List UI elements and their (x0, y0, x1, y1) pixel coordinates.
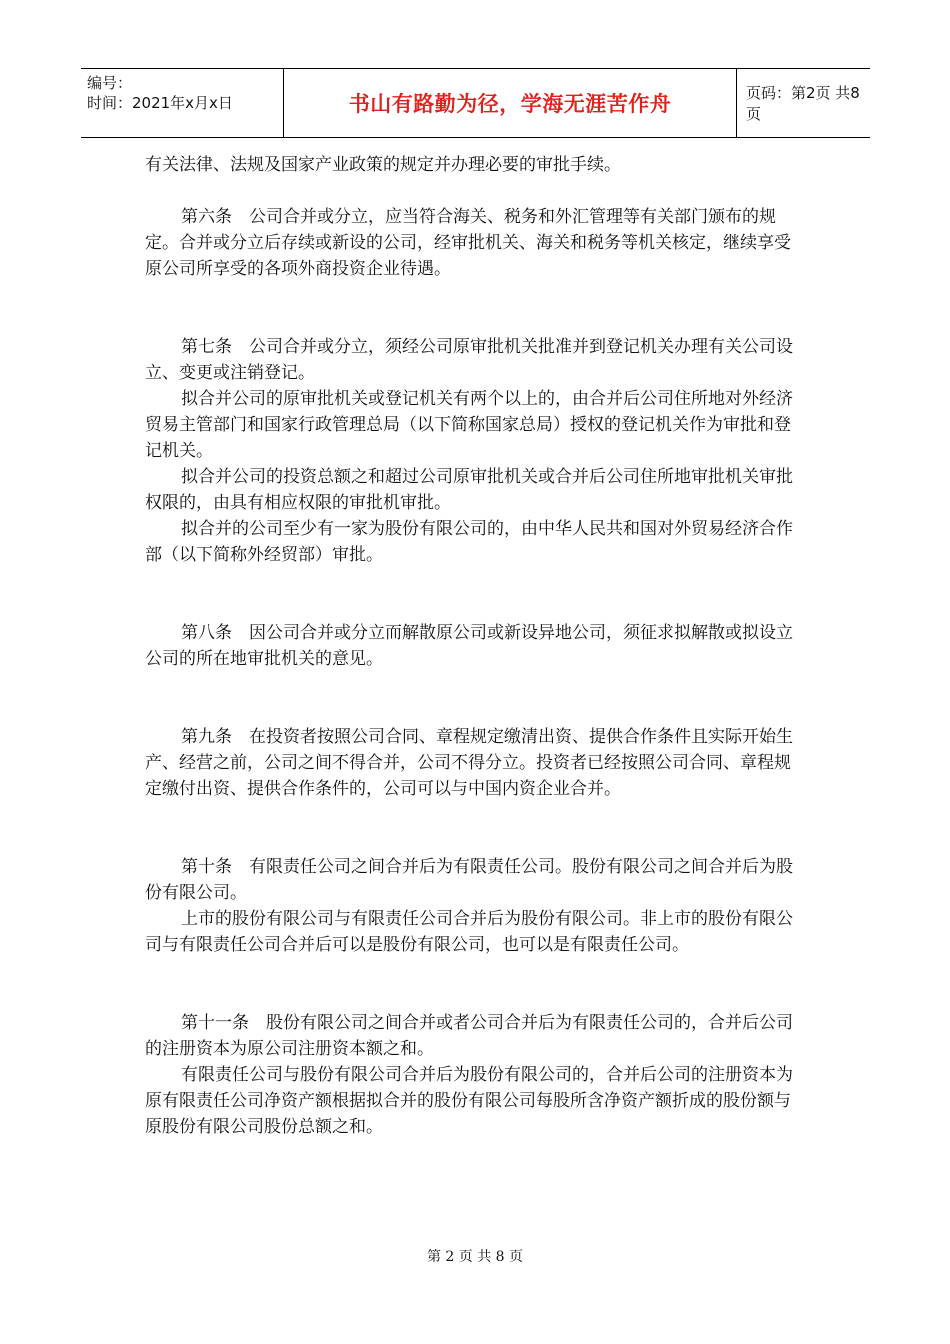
paragraph: 上市的股份有限公司与有限责任公司合并后为股份有限公司。非上市的股份有限公司与有限责任公司合并后可以是股份有限公司，也可以是有限责任公司。 (145, 909, 793, 955)
article-10: 第十条 有限责任公司之间合并后为有限责任公司。股份有限公司之间合并后为股份有限公司。 (145, 857, 793, 903)
article-11: 第十一条 股份有限公司之间合并或者公司合并后为有限责任公司的，合并后公司的注册资本为原公司注册资本额之和。 (145, 1013, 793, 1059)
article-7: 第七条 公司合并或分立，须经公司原审批机关批准并到登记机关办理有关公司设立、变更或注销登记。 (145, 337, 793, 383)
page-header (81, 68, 870, 138)
paragraph: 拟合并公司的原审批机关或登记机关有两个以上的，由合并后公司住所地对外经济贸易主管部门和国家行政管理总局（以下简称国家总局）授权的登记机关作为审批和登记机关。 (145, 389, 793, 461)
article-8: 第八条 因公司合并或分立而解散原公司或新设异地公司，须征求拟解散或拟设立公司的所在地审批机关的意见。 (145, 623, 793, 669)
paragraph: 拟合并的公司至少有一家为股份有限公司的，由中华人民共和国对外贸易经济合作部（以下简称外经贸部）审批。 (145, 519, 793, 565)
document-number-label: 编号： (87, 74, 133, 92)
page-footer: 第 2 页 共 8 页 (426, 1249, 524, 1265)
document-body (145, 152, 805, 1140)
paragraph: 有限责任公司与股份有限公司合并后为股份有限公司的，合并后公司的注册资本为原有限责任公司净资产额根据拟合并的股份有限公司每股所含净资产额折成的股份额与原股份有限公司股份总额之和。 (145, 1065, 793, 1137)
header-motto: 书山有路勤为径，学海无涯苦作舟 (283, 69, 737, 137)
header-meta (81, 69, 283, 137)
paragraph: 拟合并公司的投资总额之和超过公司原审批机关或合并后公司住所地审批机关审批权限的，由具有相应权限的审批机审批。 (145, 467, 793, 513)
paragraph: 有关法律、法规及国家产业政策的规定并办理必要的审批手续。 (145, 155, 621, 175)
article-9: 第九条 在投资者按照公司合同、章程规定缴清出资、提供合作条件且实际开始生产、经营之前，公司之间不得合并，公司不得分立。投资者已经按照公司合同、章程规定缴付出资、提供合作条件的，公司可以与中国内资企业合并。 (145, 727, 793, 799)
article-6: 第六条 公司合并或分立，应当符合海关、税务和外汇管理等有关部门颁布的规定。合并或分立后存续或新设的公司，经审批机关、海关和税务等机关核定，继续享受原公司所享受的各项外商投资企业待遇。 (145, 207, 791, 279)
document-date: 时间：2021年x月x日 (87, 94, 233, 112)
header-page-info: 页码：第2页 共8页 (746, 84, 860, 123)
